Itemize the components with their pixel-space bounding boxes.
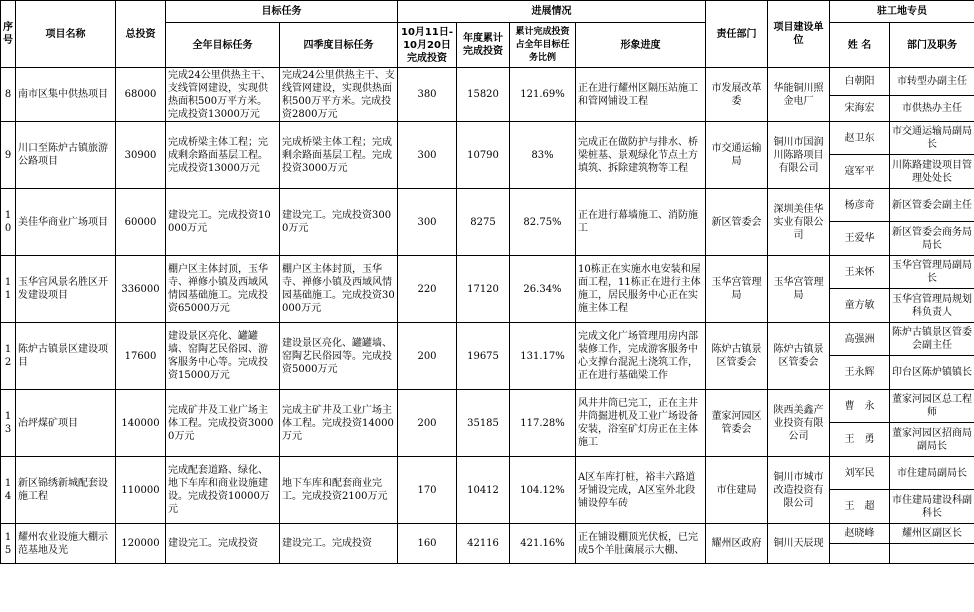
cell-staff-post: 市住建局副局长: [890, 457, 974, 490]
cell-project-name: 南市区集中供热项目: [16, 68, 116, 122]
cell-completion-ratio: 131.17%: [510, 323, 576, 390]
cell-construction-unit: 铜川市城市改造投资有限公司: [768, 457, 830, 524]
cell-cumulative-invest: 15820: [457, 68, 510, 122]
header-seq: 序号: [1, 1, 16, 68]
header-cumulative: 年度累计完成投资: [457, 23, 510, 68]
cell-staff-post: 玉华宫管理局副局长: [890, 256, 974, 289]
cell-image-progress: 完成正在做防护与排水、桥梁桩基、景观绿化节点土方填筑、拆除建筑物等工程: [576, 122, 706, 189]
cell-completion-ratio: 26.34%: [510, 256, 576, 323]
cell-q4-target: 完成桥梁主体工程；完成剩余路面基层工程。完成投资3000万元: [280, 122, 398, 189]
cell-q4-target: 棚户区主体封顶，玉华寺、禅修小镇及西域风情园基础施工。完成投资30000万元: [280, 256, 398, 323]
cell-staff-post: 市转型办副主任: [890, 68, 974, 96]
cell-total-invest: 140000: [116, 390, 166, 457]
table-row: [1, 524, 974, 544]
cell-seq: 12: [1, 323, 16, 390]
cell-q4-target: 建设景区亮化、罐罐墙、窑陶艺民俗园等。完成投资5000万元: [280, 323, 398, 390]
cell-staff-post: 新区管委会副主任: [890, 189, 974, 222]
cell-project-name: 玉华宫风景名胜区开发建设项目: [16, 256, 116, 323]
cell-staff-post: 印台区陈炉镇镇长: [890, 356, 974, 390]
cell-q4-target: 地下车库和配套商业完工。完成投资2100万元: [280, 457, 398, 524]
table-row: [1, 390, 974, 423]
header-invest: 总投资: [116, 1, 166, 68]
cell-period-invest: 220: [398, 256, 457, 323]
header-image-progress: 形象进度: [576, 23, 706, 68]
cell-full-year-target: 完成24公里供热主干、支线管网建设，实现供热面积500万平方米。完成投资13000万元: [166, 68, 280, 122]
cell-image-progress: 10栋正在实施水电安装和屋面工程，11栋正在进行主体施工，居民服务中心正在实施主体工程: [576, 256, 706, 323]
cell-responsible-dept: 新区管委会: [706, 189, 768, 256]
cell-full-year-target: 完成矿井及工业广场主体工程。完成投资30000万元: [166, 390, 280, 457]
cell-total-invest: 17600: [116, 323, 166, 390]
header-ratio: 累计完成投资占全年目标任务比例: [510, 23, 576, 68]
cell-completion-ratio: 421.16%: [510, 524, 576, 564]
table-row: [1, 122, 974, 155]
cell-total-invest: 120000: [116, 524, 166, 564]
cell-image-progress: 完成文化广场管理用房内部装修工作，完成游客服务中心支撑台混泥土浇筑工作，正在进行基础梁工作: [576, 323, 706, 390]
cell-construction-unit: 华能铜川照金电厂: [768, 68, 830, 122]
cell-construction-unit: 陈炉古镇景区管委会: [768, 323, 830, 390]
cell-staff-name: 曹 永: [830, 390, 890, 423]
cell-cumulative-invest: 17120: [457, 256, 510, 323]
header-staff-post: 部门及职务: [890, 23, 974, 68]
cell-full-year-target: 棚户区主体封顶，玉华寺、禅修小镇及西域风情园基础施工。完成投资65000万元: [166, 256, 280, 323]
cell-completion-ratio: 104.12%: [510, 457, 576, 524]
cell-total-invest: 336000: [116, 256, 166, 323]
cell-period-invest: 200: [398, 390, 457, 457]
cell-staff-name: 白朝阳: [830, 68, 890, 96]
cell-period-invest: 300: [398, 189, 457, 256]
cell-staff-post: 市交通运输局副局长: [890, 122, 974, 155]
cell-staff-name: 王爱华: [830, 222, 890, 256]
cell-staff-post: 新区管委会商务局局长: [890, 222, 974, 256]
table-row: [1, 457, 974, 490]
header-full-year: 全年目标任务: [166, 23, 280, 68]
cell-construction-unit: 陕西美鑫产业投资有限公司: [768, 390, 830, 457]
cell-q4-target: 完成24公里供热主干、支线管网建设，实现供热面积500万平方米。完成投资2800万元: [280, 68, 398, 122]
header-q4: 四季度目标任务: [280, 23, 398, 68]
cell-staff-name: 寇军平: [830, 155, 890, 189]
cell-completion-ratio: 117.28%: [510, 390, 576, 457]
cell-image-progress: 正在进行耀州区隔压站施工和管网铺设工程: [576, 68, 706, 122]
cell-staff-name: 刘军民: [830, 457, 890, 490]
cell-project-name: 美佳华商业广场项目: [16, 189, 116, 256]
cell-staff-name: 宋海宏: [830, 96, 890, 122]
cell-cumulative-invest: 19675: [457, 323, 510, 390]
cell-q4-target: 建设完工。完成投资: [280, 524, 398, 564]
cell-staff-name: 童方敏: [830, 289, 890, 323]
cell-cumulative-invest: 10412: [457, 457, 510, 524]
cell-responsible-dept: 陈炉古镇景区管委会: [706, 323, 768, 390]
cell-total-invest: 60000: [116, 189, 166, 256]
cell-project-name: 陈炉古镇景区建设项目: [16, 323, 116, 390]
header-dept: 责任部门: [706, 1, 768, 68]
cell-period-invest: 200: [398, 323, 457, 390]
cell-staff-post: 陈炉古镇景区管委会副主任: [890, 323, 974, 356]
cell-staff-post: 董家河园区总工程师: [890, 390, 974, 423]
cell-period-invest: 170: [398, 457, 457, 524]
cell-image-progress: 正在进行幕墙施工、消防施工: [576, 189, 706, 256]
cell-period-invest: 380: [398, 68, 457, 122]
cell-total-invest: 68000: [116, 68, 166, 122]
cell-construction-unit: 铜川天辰现: [768, 524, 830, 564]
header-name: 项目名称: [16, 1, 116, 68]
cell-image-progress: 正在铺设棚顶光伏板，已完成5个羊肚菌展示大棚、: [576, 524, 706, 564]
cell-full-year-target: 建设完工。完成投资10000万元: [166, 189, 280, 256]
cell-staff-post: 玉华宫管理局规划科负责人: [890, 289, 974, 323]
cell-responsible-dept: 市发展改革委: [706, 68, 768, 122]
header-staff-name: 姓 名: [830, 23, 890, 68]
cell-staff-name: [830, 544, 890, 564]
cell-image-progress: 风井井筒已完工，正在主井井筒掘进机及工业广场设备安装，浴室矿灯房正在主体施工: [576, 390, 706, 457]
cell-total-invest: 110000: [116, 457, 166, 524]
cell-staff-post: 川陈路建设项目管理处处长: [890, 155, 974, 189]
cell-seq: 13: [1, 390, 16, 457]
cell-cumulative-invest: 8275: [457, 189, 510, 256]
cell-seq: 10: [1, 189, 16, 256]
cell-full-year-target: 完成配套道路、绿化、地下车库和商业设施建设。完成投资10000万元: [166, 457, 280, 524]
cell-seq: 9: [1, 122, 16, 189]
cell-seq: 14: [1, 457, 16, 524]
cell-full-year-target: 建设景区亮化、罐罐墙、窑陶艺民俗园、游客服务中心等。完成投资15000万元: [166, 323, 280, 390]
cell-staff-post: 董家河园区招商局副局长: [890, 423, 974, 457]
cell-completion-ratio: 121.69%: [510, 68, 576, 122]
cell-staff-name: 杨彦奇: [830, 189, 890, 222]
cell-staff-name: 高强洲: [830, 323, 890, 356]
cell-staff-post: 市住建局建设科副科长: [890, 490, 974, 524]
cell-staff-post: [890, 544, 974, 564]
cell-responsible-dept: 市住建局: [706, 457, 768, 524]
cell-staff-name: 赵卫东: [830, 122, 890, 155]
header-unit: 项目建设单位: [768, 1, 830, 68]
header-target-group: 目标任务: [166, 1, 398, 23]
cell-seq: 11: [1, 256, 16, 323]
cell-completion-ratio: 82.75%: [510, 189, 576, 256]
table-row: [1, 189, 974, 222]
cell-project-name: 冶坪煤矿项目: [16, 390, 116, 457]
header-period: 10月11日-10月20日完成投资: [398, 23, 457, 68]
cell-full-year-target: 完成桥梁主体工程；完成剩余路面基层工程。完成投资13000万元: [166, 122, 280, 189]
cell-image-progress: A区车库打桩，裕丰六路道牙铺设完成，A区室外北段铺设停车砖: [576, 457, 706, 524]
cell-project-name: 新区锦绣新城配套设施工程: [16, 457, 116, 524]
cell-construction-unit: 深圳美佳华实业有限公司: [768, 189, 830, 256]
cell-staff-post: 市供热办主任: [890, 96, 974, 122]
cell-completion-ratio: 83%: [510, 122, 576, 189]
cell-cumulative-invest: 10790: [457, 122, 510, 189]
cell-project-name: 川口至陈炉古镇旅游公路项目: [16, 122, 116, 189]
cell-total-invest: 30900: [116, 122, 166, 189]
header-staff-group: 驻工地专员: [830, 1, 974, 23]
cell-staff-name: 王永辉: [830, 356, 890, 390]
cell-staff-post: 耀州区副区长: [890, 524, 974, 544]
cell-period-invest: 300: [398, 122, 457, 189]
cell-staff-name: 王来怀: [830, 256, 890, 289]
table-body: [1, 68, 974, 564]
cell-seq: 8: [1, 68, 16, 122]
cell-responsible-dept: 市交通运输局: [706, 122, 768, 189]
cell-staff-name: 王 超: [830, 490, 890, 524]
cell-staff-name: 王 勇: [830, 423, 890, 457]
cell-responsible-dept: 董家河园区管委会: [706, 390, 768, 457]
cell-period-invest: 160: [398, 524, 457, 564]
table-row: [1, 323, 974, 356]
cell-cumulative-invest: 35185: [457, 390, 510, 457]
cell-responsible-dept: 耀州区政府: [706, 524, 768, 564]
cell-q4-target: 完成主矿井及工业广场主体工程。完成投资14000万元: [280, 390, 398, 457]
cell-responsible-dept: 玉华宫管理局: [706, 256, 768, 323]
cell-seq: 15: [1, 524, 16, 564]
table-row: [1, 256, 974, 289]
cell-q4-target: 建设完工。完成投资3000万元: [280, 189, 398, 256]
cell-project-name: 耀州农业设施大棚示范基地及光: [16, 524, 116, 564]
cell-staff-name: 赵晓峰: [830, 524, 890, 544]
cell-construction-unit: 玉华宫管理局: [768, 256, 830, 323]
header-progress-group: 进展情况: [398, 1, 706, 23]
cell-cumulative-invest: 42116: [457, 524, 510, 564]
cell-construction-unit: 铜川市国润川陈路项目有限公司: [768, 122, 830, 189]
table-row: [1, 68, 974, 96]
cell-full-year-target: 建设完工。完成投资: [166, 524, 280, 564]
